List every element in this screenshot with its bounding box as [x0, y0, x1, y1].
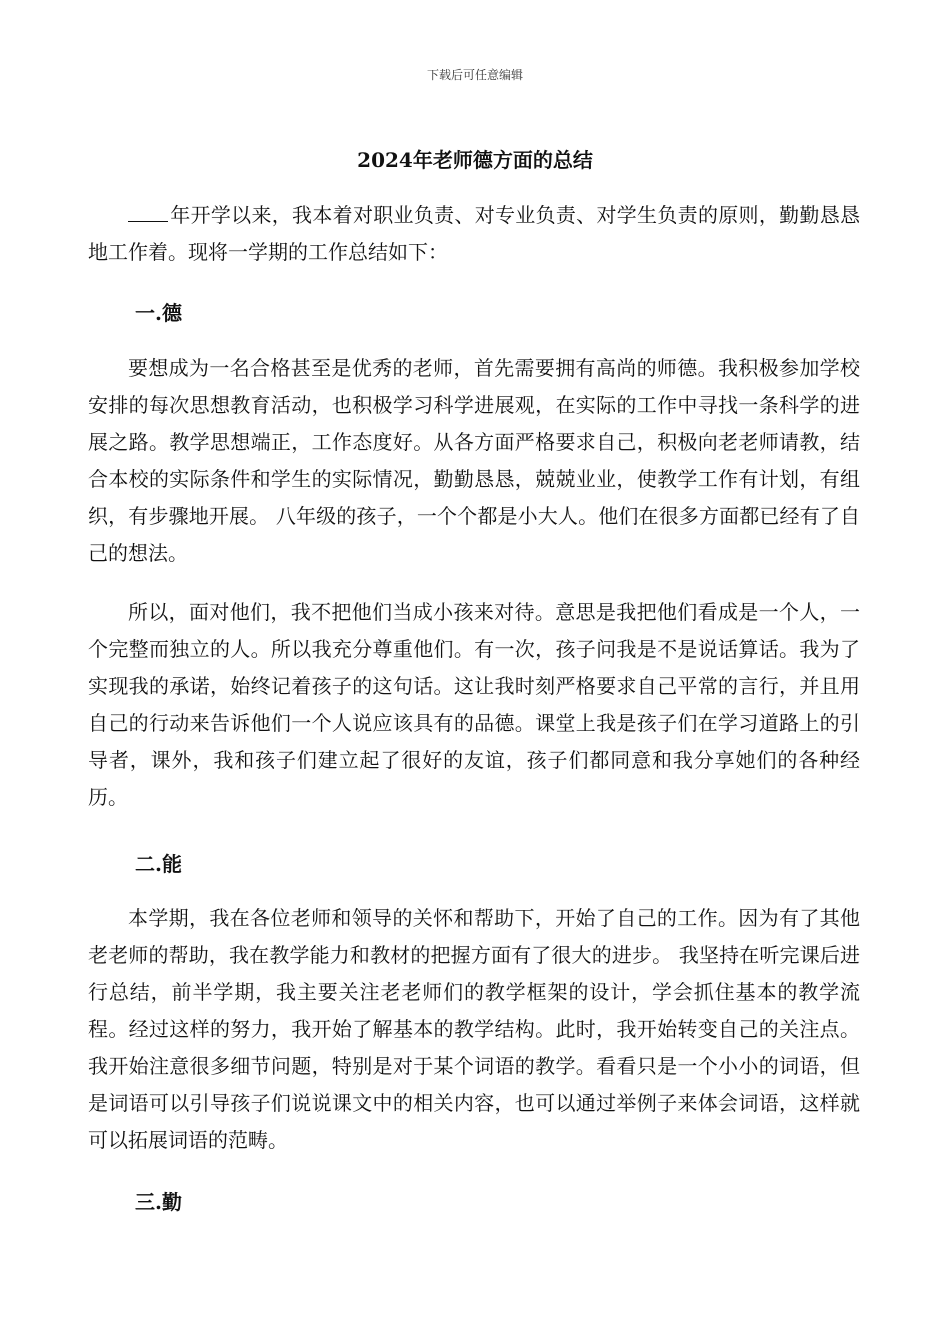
header-note: 下载后可任意编辑: [426, 68, 523, 82]
document-title: 2024年老师德方面的总结: [357, 148, 593, 172]
fill-in-blank: [128, 220, 168, 222]
section-heading-qin: 三.勤: [135, 1190, 182, 1214]
intro-text: 年开学以来，我本着对职业负责、对专业负责、对学生负责的原则，勤勤恳恳地工作着。现将一学期的工作总结如下：: [88, 203, 860, 264]
section-de-paragraph-1: 要想成为一名合格甚至是优秀的老师，首先需要拥有高尚的师德。我积极参加学校安排的每次思想教育活动，也积极学习科学进展观，在实际的工作中寻找一条科学的进展之路。教学思想端正，工作态度好。从各方面严格要求自己，积极向老老师请教，结合本校的实际条件和学生的实际情况，勤勤恳恳，兢兢业业，使教学工作有计划，有组织，有步骤地开展。 八年级的孩子，一个个都是小大人。他们在很多方面都已经有了自己的想法。: [88, 356, 860, 565]
intro-paragraph: [88, 197, 860, 271]
section-heading-de: 一.德: [135, 301, 182, 325]
section-heading-neng: 二.能: [135, 852, 182, 876]
section-neng-paragraph-1: 本学期，我在各位老师和领导的关怀和帮助下，开始了自己的工作。因为有了其他老老师的帮助，我在教学能力和教材的把握方面有了很大的进步。 我坚持在听完课后进行总结，前半学期，我主要关注老老师们的教学框架的设计，学会抓住基本的教学流程。经过这样的努力，我开始了解基本的教学结构。此时，我开始转变自己的关注点。我开始注意很多细节问题，特别是对于某个词语的教学。看看只是一个小小的词语，但是词语可以引导孩子们说说课文中的相关内容，也可以通过举例子来体会词语，这样就可以拓展词语的范畴。: [88, 906, 860, 1152]
section-de-paragraph-2: 所以，面对他们，我不把他们当成小孩来对待。意思是我把他们看成是一个人，一个完整而独立的人。所以我充分尊重他们。有一次，孩子问我是不是说话算话。我为了实现我的承诺，始终记着孩子的这句话。这让我时刻严格要求自己平常的言行，并且用自己的行动来告诉他们一个人说应该具有的品德。课堂上我是孩子们在学习道路上的引导者，课外，我和孩子们建立起了很好的友谊，孩子们都同意和我分享她们的各种经历。: [88, 600, 860, 809]
